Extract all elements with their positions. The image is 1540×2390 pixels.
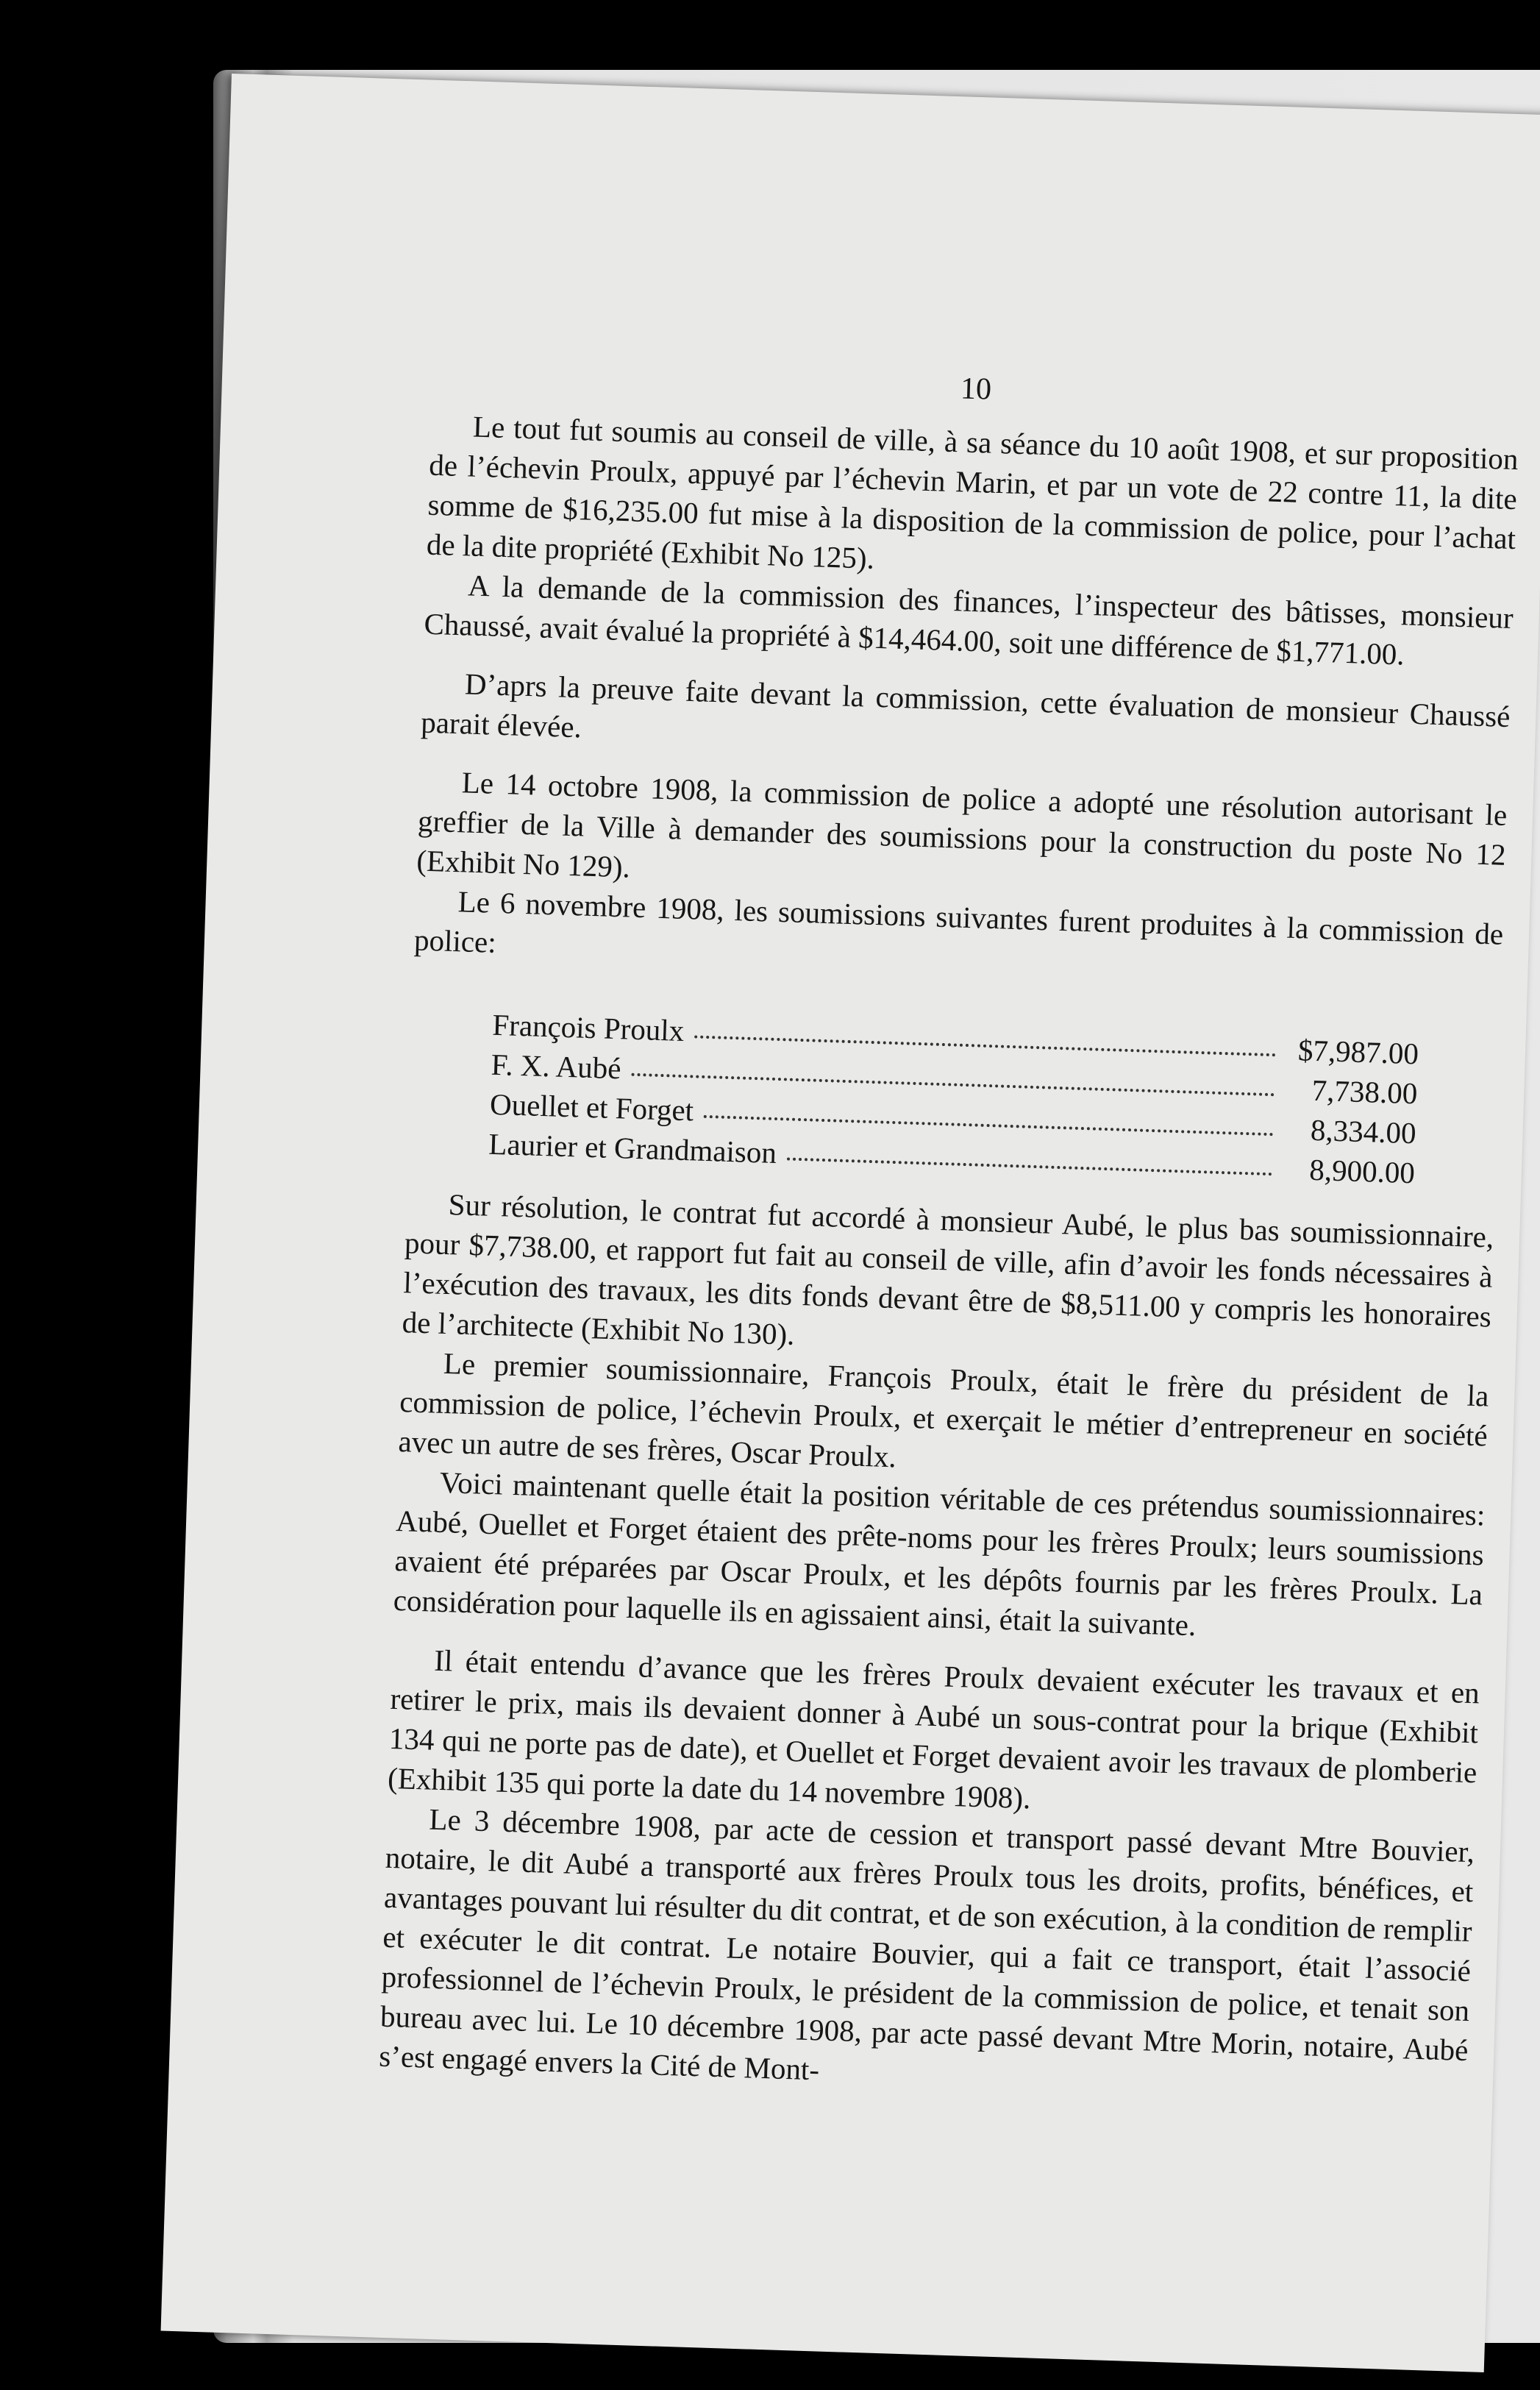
bid-list xyxy=(488,1005,1419,1192)
paragraph: Le 3 décembre 1908, par acte de cession et transport passé devant Mtre Bouvier, notaire, le dit Aubé a transporté aux frères Proulx tous les droits, profits, bénéfices, et avantages pouvant lui résulter du dit contrat, et de son exécution, à la condition de remplir et exécuter le dit contrat. Le notaire Bouvier, qui a fait ce transport, était l’associé professionnel de l’échevin Proulx, le président de la commission de police, et tenait son bureau avec lui. Le 10 décembre 1908, par acte passé devant Mtre Morin, notaire, Aubé s’est engagé envers la Cité de Mont- xyxy=(378,1802,1475,2087)
bid-amount: 8,900.00 xyxy=(1308,1152,1416,1190)
bid-amount: $7,987.00 xyxy=(1297,1033,1419,1071)
bid-amount: 7,738.00 xyxy=(1311,1073,1418,1111)
paragraph: D’aprs la preuve faite devant la commission, cette évaluation de monsieur Chaussé parait élevée. xyxy=(420,666,1511,744)
book-page xyxy=(161,74,1540,2372)
bidder-name: Ouellet et Forget xyxy=(489,1086,694,1128)
bidder-name: Laurier et Grandmaison xyxy=(488,1126,777,1170)
paragraph: Sur résolution, le contrat fut accordé à monsieur Aubé, le plus bas soumissionnaire, pour $7,738.00, et rapport fut fait au conseil de ville, afin d’avoir les fonds nécessaires à l’exécution des travaux, les dits fonds devant être de $8,511.00 y compris les honoraires de l’architecte (Exhibit No 130). xyxy=(402,1187,1494,1351)
paragraph: Le 14 octobre 1908, la commission de police a adopté une résolution autorisant le greffier de la Ville à demander des soumissions pour la construction du poste No 12 (Exhibit No 129). xyxy=(416,765,1508,884)
page-content xyxy=(379,352,1521,2110)
paragraph: A la demande de la commission des finances, l’inspecteur des bâtisses, monsieur Chaussé, avait évalué la propriété à $14,464.00, soit une différence de $1,771.00. xyxy=(423,568,1514,672)
paragraph: Il était entendu d’avance que les frères Proulx devaient exécuter les travaux et en retirer le prix, mais ils devaient donner à Aubé un sous-contrat pour la brique (Exhibit 134 qui ne porte pas de date), et Ouellet et Forget devaient avoir les travaux de plomberie (Exhibit 135 qui porte la date du 14 novembre 1908). xyxy=(387,1643,1480,1815)
paragraph: Le tout fut soumis au conseil de ville, à sa séance du 10 août 1908, et sur proposition de l’échevin Proulx, appuyé par l’échevin Marin, et par un vote de 22 contre 11, la dite somme de $16,235.00 fut mise à la disposition de la commission de police, pour l’achat de la dite propriété (Exhibit No 125). xyxy=(426,409,1519,575)
paragraph: Voici maintenant quelle était la position véritable de ces prétendus soumissionnaires: Aubé, Ouellet et Forget étaient des prête-noms pour les frères Proulx; leurs soumissions avaient été préparées par Oscar Proulx, et les dépôts fournis par les frères Proulx. La considération pour laquelle ils en agissaient ainsi, était la suivante. xyxy=(393,1465,1486,1643)
dot-leader xyxy=(694,1028,1276,1056)
paragraph: Le 6 novembre 1908, les soumissions suivantes furent produites à la commission de police: xyxy=(413,884,1504,959)
dot-leader xyxy=(787,1150,1272,1176)
dot-leader xyxy=(704,1108,1274,1136)
bidder-name: F. X. Aubé xyxy=(491,1047,622,1086)
bid-amount: 8,334.00 xyxy=(1310,1112,1417,1150)
page-number: 10 xyxy=(960,371,992,407)
bidder-name: François Proulx xyxy=(491,1007,685,1048)
paragraph: Le premier soumissionnaire, François Proulx, était le frère du président de la commission de police, l’échevin Proulx, et exerçait le métier d’entrepreneur en société avec un autre de ses frères, Oscar Proulx. xyxy=(397,1345,1490,1474)
